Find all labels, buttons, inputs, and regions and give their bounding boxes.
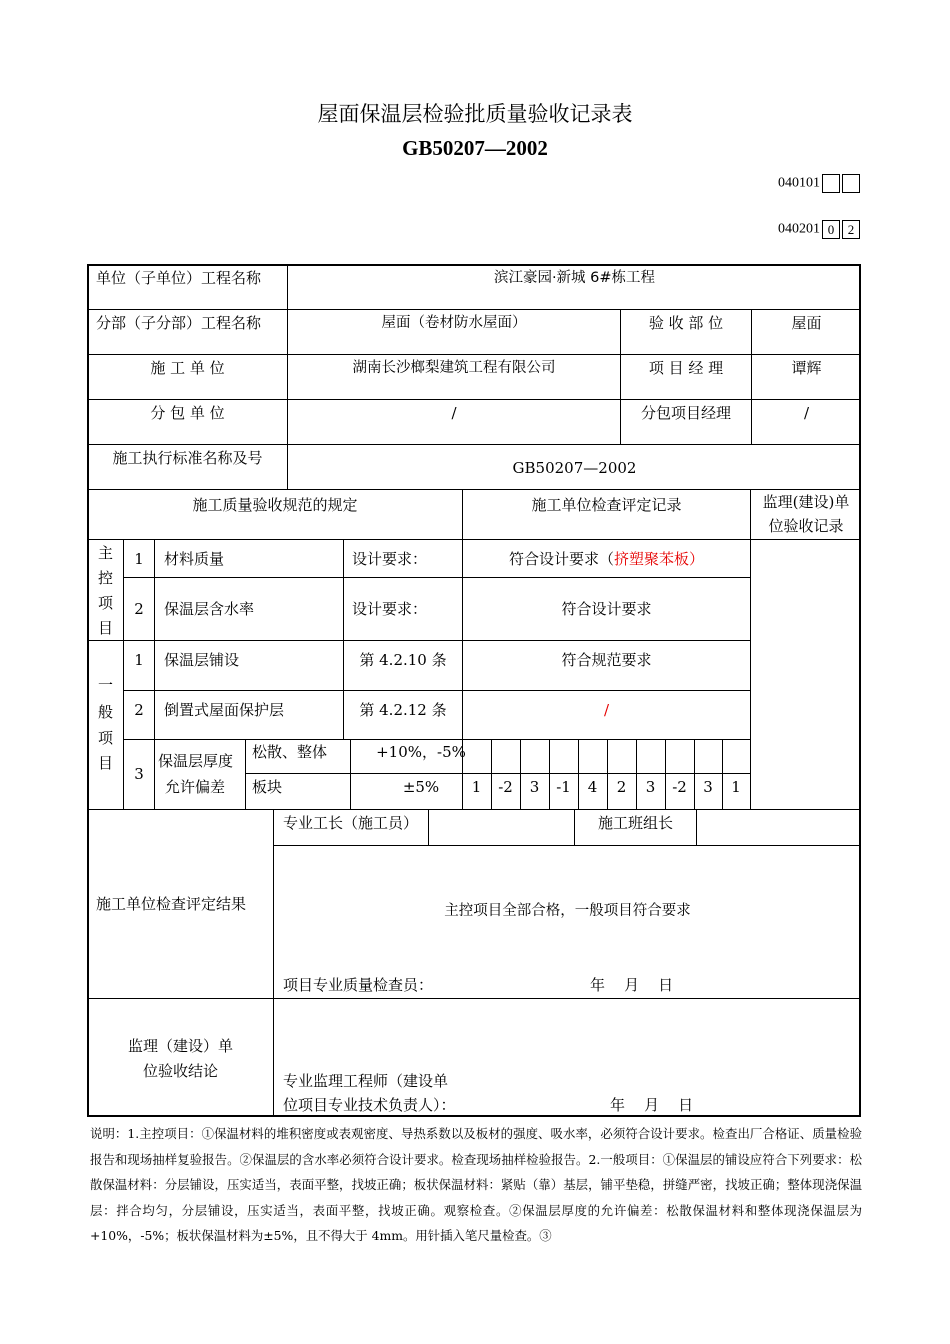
inspection-conclusion[interactable]: 主控项目全部合格，一般项目符合要求 bbox=[444, 903, 691, 919]
form-code-1 bbox=[778, 174, 860, 193]
item-requirement: 设计要求： bbox=[352, 550, 428, 568]
row-divider bbox=[88, 640, 750, 641]
subcontractor-value[interactable]: / bbox=[451, 404, 457, 422]
sub-pm-value[interactable]: / bbox=[803, 404, 810, 422]
item-name: 保温层厚度 bbox=[158, 752, 234, 770]
code-box[interactable]: 0 bbox=[822, 220, 840, 239]
item-requirement: 设计要求： bbox=[352, 600, 428, 618]
supervision-column-header-2: 位验收记录 bbox=[768, 517, 844, 535]
item-name: 保温层铺设 bbox=[164, 651, 240, 669]
sub-pm-label: 分包项目经理 bbox=[640, 404, 731, 422]
row-divider bbox=[88, 399, 861, 400]
row-divider bbox=[88, 539, 861, 540]
col-divider bbox=[750, 489, 751, 809]
standard-value[interactable]: GB50207—2002 bbox=[512, 459, 637, 477]
measured-value[interactable]: -1 bbox=[556, 778, 571, 796]
col-divider bbox=[520, 739, 521, 809]
code-box[interactable]: 2 bbox=[842, 220, 860, 239]
col-divider bbox=[722, 739, 723, 809]
item-name: 材料质量 bbox=[164, 550, 225, 568]
supervision-label: 监理（建设）单 bbox=[127, 1037, 233, 1055]
col-divider bbox=[428, 809, 429, 845]
measured-value[interactable]: -2 bbox=[498, 778, 513, 796]
row-divider bbox=[123, 690, 750, 691]
main-group-char: 主 bbox=[97, 544, 113, 562]
supervising-engineer-label: 专业监理工程师（建设单 bbox=[283, 1072, 449, 1090]
project-manager-label: 项 目 经 理 bbox=[648, 359, 724, 377]
page-title: 屋面保温层检验批质量验收记录表 bbox=[317, 102, 633, 126]
col-divider bbox=[245, 739, 246, 809]
general-group-char: 目 bbox=[97, 754, 113, 772]
col-divider bbox=[665, 739, 666, 809]
row-divider bbox=[88, 354, 861, 355]
col-divider bbox=[273, 809, 274, 1117]
item-number: 2 bbox=[134, 701, 144, 719]
col-divider bbox=[549, 739, 550, 809]
item-name: 倒置式屋面保护层 bbox=[164, 701, 285, 719]
item-number: 2 bbox=[134, 600, 144, 618]
measured-value[interactable]: 1 bbox=[471, 778, 482, 796]
item-number: 1 bbox=[134, 550, 144, 568]
general-group-char: 般 bbox=[97, 703, 113, 721]
inspection-date[interactable]: 年 月 日 bbox=[590, 976, 674, 994]
item-requirement: 第 4.2.10 条 bbox=[359, 651, 447, 669]
measured-value[interactable]: -2 bbox=[672, 778, 687, 796]
supervising-engineer-label: 位项目专业技术负责人）： bbox=[283, 1096, 456, 1114]
code-box[interactable] bbox=[842, 174, 860, 193]
division-label: 分部（子分部）工程名称 bbox=[96, 314, 262, 332]
item-record[interactable]: 符合设计要求 bbox=[561, 600, 652, 618]
item-record[interactable] bbox=[463, 549, 750, 569]
row-divider bbox=[88, 489, 861, 490]
inspector-label: 项目专业质量检查员： bbox=[283, 976, 434, 994]
col-divider bbox=[578, 739, 579, 809]
supervision-column-header-1: 监理(建设)单 bbox=[762, 493, 850, 511]
row-divider bbox=[123, 577, 750, 578]
record-column-header: 施工单位检查评定记录 bbox=[531, 496, 682, 514]
measured-value[interactable]: 3 bbox=[645, 778, 656, 796]
main-group-char: 项 bbox=[97, 594, 113, 612]
project-manager-value[interactable]: 谭辉 bbox=[791, 359, 822, 377]
row-divider bbox=[273, 845, 861, 846]
form-code-1-text: 040101 bbox=[778, 175, 820, 191]
general-group-char: 一 bbox=[97, 676, 113, 694]
thickness-tolerance: +10%，-5% bbox=[376, 743, 466, 761]
row-divider bbox=[88, 309, 861, 310]
explanatory-note: 说明：1.主控项目：①保温材料的堆积密度或表观密度、导热系数以及板材的强度、吸水率，必须符合设计要求。检查出厂合格证、质量检验报告和现场抽样复验报告。②保温层的含水率必须符合设计要求。检查现场抽样检验报告。2.一般项目：①保温层的铺设应符合下列要求：松散保温材料：分层铺设，压实适当，表面平整，找坡正确；板状保温材料：紧贴（靠）基层，铺平垫稳，拼缝严密，找坡正确；整体现浇保温层：拌合均匀，分层铺设，压实适当，表面平整，找坡正确。观察检查。②保温层厚度的允许偏差：松散保温材料和整体现浇保温层为+10%，-5%；板状保温材料为±5%，且不得大于 4mm。用针插入笔尺量检查。③ bbox=[90, 1126, 862, 1243]
supervision-label: 位验收结论 bbox=[142, 1062, 218, 1080]
division-value[interactable]: 屋面（卷材防水屋面） bbox=[381, 315, 527, 331]
row-divider bbox=[88, 444, 861, 445]
general-group-char: 项 bbox=[97, 729, 113, 747]
form-code-2-text: 040201 bbox=[778, 221, 820, 237]
unit-name-value[interactable]: 滨江豪园·新城 6#栋工程 bbox=[493, 270, 656, 286]
item-record[interactable]: 符合规范要求 bbox=[561, 651, 652, 669]
record-text: 符合设计要求（ bbox=[508, 550, 614, 568]
thickness-tolerance: ±5% bbox=[402, 778, 440, 796]
standard-label: 施工执行标准名称及号 bbox=[112, 449, 263, 467]
col-divider bbox=[491, 739, 492, 809]
result-label: 施工单位检查评定结果 bbox=[96, 895, 247, 913]
col-divider bbox=[696, 809, 697, 845]
main-group-char: 控 bbox=[97, 569, 113, 587]
item-name: 保温层含水率 bbox=[164, 600, 255, 618]
foreman-label: 专业工长（施工员） bbox=[283, 814, 419, 832]
acceptance-part-value[interactable]: 屋面 bbox=[791, 314, 822, 332]
col-divider bbox=[636, 739, 637, 809]
col-divider bbox=[694, 739, 695, 809]
thickness-type: 板块 bbox=[252, 778, 283, 796]
standard-code: GB50207—2002 bbox=[402, 136, 548, 160]
contractor-value[interactable]: 湖南长沙榔梨建筑工程有限公司 bbox=[352, 360, 556, 376]
row-divider bbox=[88, 998, 861, 999]
supervision-date[interactable]: 年 月 日 bbox=[610, 1096, 694, 1114]
unit-name-label: 单位（子单位）工程名称 bbox=[96, 269, 262, 287]
main-group-char: 目 bbox=[97, 619, 113, 637]
item-requirement: 第 4.2.12 条 bbox=[359, 701, 447, 719]
measured-value[interactable]: 1 bbox=[731, 778, 741, 796]
item-number: 1 bbox=[134, 651, 144, 669]
row-divider bbox=[245, 773, 750, 774]
measured-value[interactable]: 4 bbox=[587, 778, 598, 796]
item-record[interactable]: / bbox=[603, 701, 610, 719]
item-name: 允许偏差 bbox=[165, 778, 226, 796]
contractor-label: 施 工 单 位 bbox=[150, 359, 225, 377]
material-type-text: 挤塑聚苯板） bbox=[614, 550, 705, 568]
measured-value[interactable]: 3 bbox=[703, 778, 713, 796]
col-divider bbox=[154, 539, 155, 809]
row-divider bbox=[88, 809, 861, 810]
form-code-2 bbox=[778, 220, 860, 239]
spec-column-header: 施工质量验收规范的规定 bbox=[192, 496, 358, 514]
row-divider bbox=[123, 739, 750, 740]
team-leader-label: 施工班组长 bbox=[597, 814, 673, 832]
measured-value[interactable]: 2 bbox=[616, 778, 627, 796]
code-box[interactable] bbox=[822, 174, 840, 193]
item-number: 3 bbox=[134, 765, 144, 783]
acceptance-part-label: 验 收 部 位 bbox=[648, 314, 724, 332]
measured-value[interactable]: 3 bbox=[529, 778, 540, 796]
thickness-type: 松散、整体 bbox=[252, 743, 328, 761]
subcontractor-label: 分 包 单 位 bbox=[150, 404, 225, 422]
col-divider bbox=[607, 739, 608, 809]
